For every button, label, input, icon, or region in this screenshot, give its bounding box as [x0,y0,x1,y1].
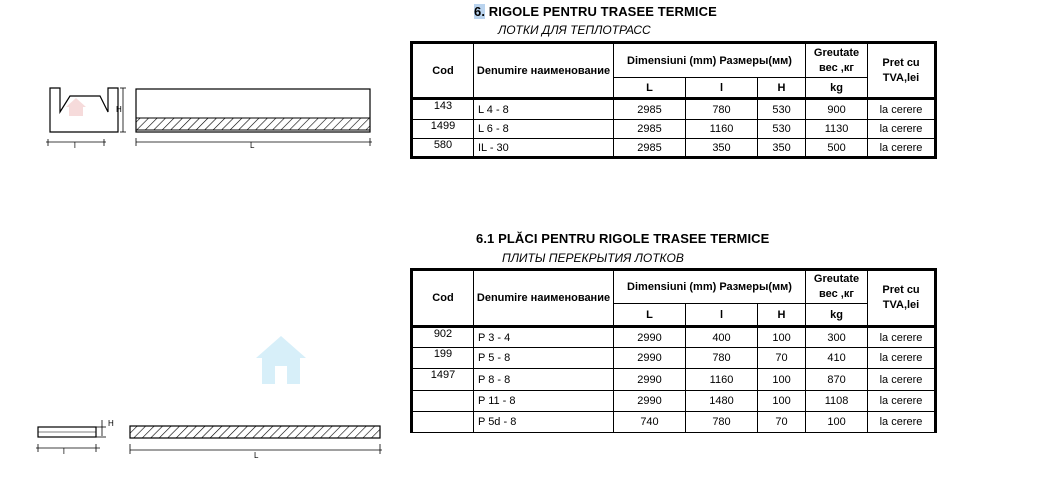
cell-l: 1480 [686,391,758,412]
cell-name: P 11 - 8 [474,391,614,412]
cell-H: 70 [758,412,806,433]
header-dimensions: Dimensiuni (mm) Размеры(мм) [614,43,806,78]
cell-H: 350 [758,139,806,158]
header-l: l [686,78,758,99]
header-L: L [614,78,686,99]
slab-drawing [30,414,390,464]
header-dimensions: Dimensiuni (mm) Размеры(мм) [614,270,806,304]
cell-H: 100 [758,391,806,412]
channel-drawing [40,82,385,152]
cell-cod: 143 [412,99,474,120]
cell-l: 1160 [686,120,758,139]
cell-kg: 410 [806,348,868,369]
section2-subtitle: ПЛИТЫ ПЕРЕКРЫТИЯ ЛОТКОВ [502,251,684,265]
header-weight [806,270,868,304]
header-cod: Cod [412,43,474,99]
house-icon [252,332,310,388]
cell-price: la cerere [868,348,936,369]
table-row [412,99,936,120]
cell-l: 350 [686,139,758,158]
cell-l: 1160 [686,369,758,391]
cell-name: IL - 30 [474,139,614,158]
header-cod: Cod [412,270,474,327]
header-kg: kg [806,304,868,327]
cell-L: 2985 [614,120,686,139]
cell-H: 100 [758,369,806,391]
cell-name: P 8 - 8 [474,369,614,391]
slab-cross-section [36,419,114,456]
cell-L: 2990 [614,348,686,369]
cell-H: 530 [758,99,806,120]
cell-kg: 1108 [806,391,868,412]
header-H: H [758,78,806,99]
channel-L-label: L [250,141,255,150]
cell-price: la cerere [868,369,936,391]
table-row [412,412,936,433]
table-row [412,348,936,369]
table-row [412,139,936,158]
cell-price: la cerere [868,120,936,139]
cell-H: 530 [758,120,806,139]
cell-name: P 3 - 4 [474,327,614,348]
header-weight-line1: Greutate [813,46,860,59]
header-price [868,43,936,99]
cell-cod: 902 [412,327,474,348]
house-icon [64,96,88,118]
header-H: H [758,304,806,327]
section1-title [474,4,717,19]
cell-L: 2990 [614,391,686,412]
cell-cod [412,412,474,433]
slab-h-label: H [108,419,114,428]
cell-cod: 1499 [412,120,474,139]
cell-price: la cerere [868,412,936,433]
header-weight-line2: вес ,кг [819,61,854,74]
cell-cod: 580 [412,139,474,158]
cell-L: 2990 [614,327,686,348]
header-weight-line1: Greutate [813,273,860,285]
cell-kg: 900 [806,99,868,120]
cell-l: 780 [686,99,758,120]
cell-kg: 500 [806,139,868,158]
cell-H: 70 [758,348,806,369]
table-row [412,369,936,391]
cell-name: L 6 - 8 [474,120,614,139]
cell-price: la cerere [868,327,936,348]
cell-l: 780 [686,348,758,369]
cell-kg: 1130 [806,120,868,139]
header-price-line1: Pret cu [882,56,920,69]
header-name: Denumire наименование [474,270,614,327]
channel-table [410,41,937,159]
cell-H: 100 [758,327,806,348]
slab-l-label: l [63,447,65,456]
cell-price: la cerere [868,139,936,158]
cell-kg: 100 [806,412,868,433]
section1-title-number: 6. [474,4,486,19]
header-l: l [686,304,758,327]
cell-kg: 300 [806,327,868,348]
cell-price: la cerere [868,391,936,412]
cell-L: 740 [614,412,686,433]
cell-cod [412,391,474,412]
header-L: L [614,304,686,327]
cell-L: 2985 [614,99,686,120]
section1-title-text: RIGOLE PENTRU TRASEE TERMICE [485,4,717,19]
section1-subtitle: ЛОТКИ ДЛЯ ТЕПЛОТРАСС [498,23,651,37]
header-weight [806,43,868,78]
cell-name: P 5d - 8 [474,412,614,433]
header-name: Denumire наименование [474,43,614,99]
table-row [412,327,936,348]
header-kg: kg [806,78,868,99]
header-price-line1: Pret cu [882,284,920,296]
cell-cod: 199 [412,348,474,369]
cell-L: 2990 [614,369,686,391]
header-weight-line2: вес ,кг [819,288,854,300]
channel-side-view [136,89,372,150]
table-row [412,120,936,139]
header-price [868,270,936,327]
cell-L: 2985 [614,139,686,158]
slab-table [410,268,937,433]
channel-l-label: l [74,141,76,150]
section2-title: 6.1 PLĂCI PENTRU RIGOLE TRASEE TERMICE [476,231,770,246]
cell-price: la cerere [868,99,936,120]
cell-name: P 5 - 8 [474,348,614,369]
slab-side-view [130,426,382,460]
cell-l: 400 [686,327,758,348]
header-price-line2: TVA,lei [882,299,920,311]
header-price-line2: TVA,lei [882,71,920,84]
cell-name: L 4 - 8 [474,99,614,120]
cell-cod: 1497 [412,369,474,391]
channel-h-label: H [116,105,122,114]
slab-L-label: L [254,451,259,460]
cell-kg: 870 [806,369,868,391]
cell-l: 780 [686,412,758,433]
table-row [412,391,936,412]
